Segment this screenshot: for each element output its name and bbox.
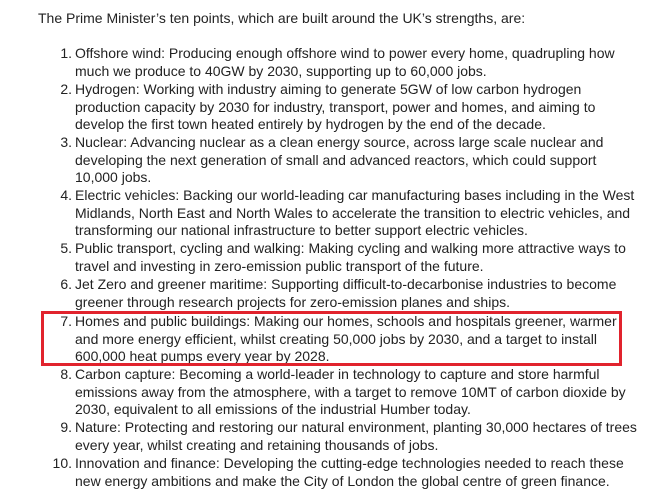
item-number: 7. <box>60 313 72 329</box>
item-text <box>75 455 627 490</box>
item-line: greener through research projects for zero-emission planes and ships. <box>75 293 511 310</box>
item-number: 9. <box>60 419 72 435</box>
item-line: Midlands, North East and North Wales to accelerate the transition to electric vehicles, and <box>75 204 631 221</box>
item-line: travel and investing in zero-emission public transport of the future. <box>75 257 484 274</box>
item-line: developing the next generation of small and advanced reactors, which could support <box>75 151 597 168</box>
item-line: Homes and public buildings: Making our homes, schools and hospitals greener, warmer <box>75 313 617 329</box>
item-number: 10. <box>52 455 72 471</box>
item-line: Innovation and finance: Developing the cutting-edge technologies needed to reach these <box>75 455 624 471</box>
item-line: Electric vehicles: Backing our world-leading car manufacturing bases including in the West <box>75 187 635 203</box>
item-number: 3. <box>60 134 72 150</box>
item-text <box>75 187 635 240</box>
item-line: Carbon capture: Becoming a world-leader in technology to capture and store harmful <box>75 366 600 382</box>
intro-text: The Prime Minister’s ten points, which are built around the UK’s strengths, are: <box>38 10 526 26</box>
item-line: new energy ambitions and make the City of London the global centre of green finance. <box>75 472 610 489</box>
item-text <box>75 45 627 80</box>
item-line: Jet Zero and greener maritime: Supporting difficult-to-decarbonise industries to become <box>75 276 617 292</box>
item-number: 2. <box>60 81 72 97</box>
item-text <box>75 81 627 134</box>
highlight-box-point-7 <box>41 311 622 366</box>
item-line: Hydrogen: Working with industry aiming to generate 5GW of low carbon hydrogen <box>75 81 582 97</box>
item-line: develop the first town heated entirely by hydrogen by the end of the decade. <box>75 116 546 133</box>
item-line: transforming our national infrastructure to better support electric vehicles. <box>75 222 528 239</box>
item-line: Public transport, cycling and walking: Making cycling and walking more attractive ways to <box>75 240 626 256</box>
item-line: production capacity by 2030 for industry, transport, power and homes, and aiming to <box>75 98 596 115</box>
item-text <box>75 366 627 419</box>
item-line: every year, whilst creating and retaining thousands of jobs. <box>75 436 439 453</box>
item-text <box>75 134 627 187</box>
item-text <box>75 419 637 454</box>
item-line: 10,000 jobs. <box>75 169 152 186</box>
item-number: 4. <box>60 187 72 203</box>
item-line: much we produce to 40GW by 2030, supporting up to 60,000 jobs. <box>75 62 487 79</box>
item-line: Nuclear: Advancing nuclear as a clean energy source, across large scale nuclear and <box>75 134 604 150</box>
item-number: 6. <box>60 276 72 292</box>
item-number: 1. <box>60 45 72 61</box>
item-text <box>75 240 627 275</box>
item-line: 600,000 heat pumps every year by 2028. <box>75 348 330 365</box>
item-number: 5. <box>60 240 72 256</box>
item-number: 8. <box>60 366 72 382</box>
item-line: 2030, equivalent to all emissions of the industrial Humber today. <box>75 401 471 418</box>
item-line: and more energy efficient, whilst creating 50,000 jobs by 2030, and a target to install <box>75 330 597 347</box>
item-line: Nature: Protecting and restoring our natural environment, planting 30,000 hectares of trees <box>75 419 637 435</box>
item-line: Offshore wind: Producing enough offshore wind to power every home, quadrupling how <box>75 45 615 61</box>
item-text <box>75 276 627 311</box>
item-line: emissions away from the atmosphere, with a target to remove 10MT of carbon dioxide by <box>75 383 626 400</box>
